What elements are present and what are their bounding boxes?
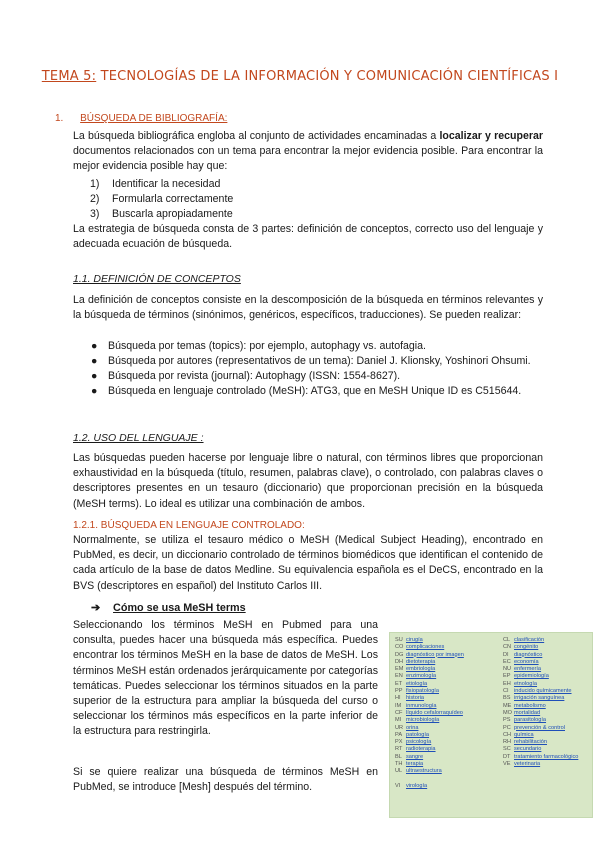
bullet-list <box>91 339 543 399</box>
mesh-code: PP <box>395 688 403 695</box>
mesh-term-link[interactable]: psicología <box>406 739 432 746</box>
mesh-code: ET <box>395 680 403 687</box>
list-item <box>91 384 543 399</box>
mesh-subheadings-image <box>389 632 593 818</box>
section-1-number: 1. <box>55 113 64 124</box>
mesh-term-link[interactable]: orina <box>406 724 419 731</box>
section-1-heading <box>55 113 227 124</box>
mesh-term <box>503 666 578 673</box>
mesh-term <box>395 725 464 732</box>
mesh-heading <box>91 601 246 614</box>
list-item <box>90 192 233 207</box>
mesh-term <box>395 768 464 775</box>
mesh-term-link[interactable]: historia <box>406 695 425 702</box>
mesh-term <box>503 644 578 651</box>
bullet-icon: ● <box>91 340 98 352</box>
mesh-term <box>503 637 578 644</box>
mesh-term <box>503 739 578 746</box>
mesh-code: PC <box>503 724 511 731</box>
mesh-term-link[interactable]: sangre <box>406 753 424 760</box>
mesh-term-link[interactable]: economía <box>514 658 539 665</box>
mesh-term <box>395 644 464 651</box>
mesh-term <box>395 681 464 688</box>
intro-text-c: documentos relacionados con un tema para encontrar la mejor evidencia posible. Para encontrar la mejor evidencia posible hay que: <box>73 145 543 173</box>
mesh-term-link[interactable]: líquido cefalorraquídeo <box>406 709 463 716</box>
mesh-term-link[interactable]: metabolismo <box>514 702 546 709</box>
step-text: Formularla correctamente <box>112 193 234 205</box>
section-1-title: BÚSQUEDA DE BIBLIOGRAFÍA: <box>80 113 228 124</box>
list-item <box>91 339 543 354</box>
mesh-term <box>503 754 578 761</box>
mesh-code: CF <box>395 709 403 716</box>
mesh-term <box>503 732 578 739</box>
mesh-term-link[interactable]: rehabilitación <box>514 739 547 746</box>
mesh-term <box>395 637 464 644</box>
mesh-term <box>503 746 578 753</box>
mesh-code: DG <box>395 651 404 658</box>
mesh-term <box>503 659 578 666</box>
mesh-term <box>395 754 464 761</box>
mesh-code: HI <box>395 695 401 702</box>
mesh-code: DT <box>503 753 511 760</box>
mesh-code: UR <box>395 724 404 731</box>
mesh-term <box>395 673 464 680</box>
mesh-term <box>503 673 578 680</box>
list-item <box>91 354 543 369</box>
mesh-code: SC <box>503 746 511 753</box>
mesh-term <box>395 659 464 666</box>
mesh-term-link[interactable]: mortalidad <box>514 709 541 716</box>
mesh-term <box>395 710 464 717</box>
mesh-term <box>503 681 578 688</box>
arrow-icon: ➔ <box>91 602 101 614</box>
mesh-term-link[interactable]: dietoterapia <box>406 658 436 665</box>
mesh-term-link[interactable]: microbiología <box>406 717 440 724</box>
mesh-code: BS <box>503 695 511 702</box>
page-title <box>0 69 600 84</box>
title-number: TEMA 5: <box>41 69 97 84</box>
mesh-code: PX <box>395 739 403 746</box>
section-1-1-text: La definición de conceptos consiste en la descomposición de la búsqueda en términos relevantes y la búsqueda de términos (sinónimos, genéricos, específicos, traducciones). Se pueden realizar: <box>73 294 543 322</box>
mesh-term <box>503 725 578 732</box>
mesh-term-link[interactable]: etnología <box>514 680 538 687</box>
bullet-icon: ● <box>91 385 98 397</box>
list-item <box>90 177 233 192</box>
mesh-code: EM <box>395 666 404 673</box>
mesh-paragraph-1: Seleccionando los términos MeSH en Pubmed para una consulta, puedes hacer una búsqueda más específica. Puedes encontrar los términos MeSH en la base de datos de MeSH. Los términos MeSH están ordenados jerárquicamente por categorías temáticas. Puedes seleccionar los términos situados en la parte superior de la estructura para ampliar la búsqueda del curso o seleccionar los términos más específicos en la parte inferior de la estructura para restringirla. <box>73 619 378 738</box>
mesh-term-link[interactable]: tratamiento farmacológico <box>514 753 579 760</box>
intro-bold: localizar y recuperar <box>439 130 543 142</box>
list-item <box>90 207 233 222</box>
mesh-term-link[interactable]: terapia <box>406 761 424 768</box>
mesh-code: CH <box>503 731 512 738</box>
mesh-heading-text: Cómo se usa MeSH terms <box>113 602 246 614</box>
mesh-term-link[interactable]: enfermería <box>514 666 542 673</box>
mesh-term <box>503 710 578 717</box>
mesh-paragraph-2: Si se quiere realizar una búsqueda de términos MeSH en PubMed, se introduce [Mesh] después del término. <box>73 766 378 794</box>
mesh-term-link[interactable]: virología <box>406 782 428 789</box>
mesh-term <box>503 688 578 695</box>
section-1-2-1-text: Normalmente, se utiliza el tesauro médico o MeSH (Medical Subject Heading), encontrado en PubMed, es decir, un diccionario controlado de términos biomédicos que identifican el contenido de cada artículo de la base de datos Medline. Su equivalencia española es el DeCS, encontrado en la BVS (descriptores en español) del Instituto Carlos III. <box>73 534 543 592</box>
mesh-term-link[interactable]: etiología <box>406 680 428 687</box>
mesh-term <box>395 732 464 739</box>
step-list <box>90 177 233 222</box>
bullet-text: Búsqueda por revista (journal): Autophagy (ISSN: 1554-8627). <box>108 370 401 382</box>
mesh-code: MO <box>503 709 513 716</box>
mesh-code: EP <box>503 673 511 680</box>
mesh-code: EH <box>503 680 511 687</box>
mesh-code: CO <box>395 644 404 651</box>
mesh-term <box>503 652 578 659</box>
title-text: TECNOLOGÍAS DE LA INFORMACIÓN Y COMUNICACIÓN CIENTÍFICAS I <box>96 69 559 84</box>
mesh-term <box>395 783 464 790</box>
mesh-term <box>503 761 578 768</box>
mesh-term <box>395 761 464 768</box>
section-1-strategy: La estrategia de búsqueda consta de 3 partes: definición de conceptos, correcto uso del lenguaje y adecuada ecuación de búsqueda. <box>73 223 543 251</box>
mesh-code: PA <box>395 731 403 738</box>
mesh-term-link[interactable]: complicaciones <box>406 644 445 651</box>
mesh-code: TH <box>395 761 403 768</box>
mesh-term <box>395 746 464 753</box>
mesh-code: RH <box>503 739 512 746</box>
mesh-term <box>503 695 578 702</box>
mesh-term-link[interactable]: radioterapia <box>406 746 436 753</box>
mesh-term-link[interactable]: epidemiología <box>514 673 549 680</box>
bullet-icon: ● <box>91 355 98 367</box>
mesh-code: DH <box>395 658 404 665</box>
mesh-code: EC <box>503 658 511 665</box>
mesh-term <box>395 776 464 783</box>
mesh-code: CN <box>503 644 512 651</box>
mesh-code: CL <box>503 637 511 643</box>
step-number: 2) <box>90 193 100 205</box>
mesh-code: IM <box>395 702 402 709</box>
mesh-code: VE <box>503 761 511 768</box>
mesh-term <box>503 717 578 724</box>
mesh-code: CI <box>503 688 509 695</box>
mesh-term-link[interactable]: veterinaria <box>514 761 541 768</box>
mesh-term <box>395 688 464 695</box>
mesh-term <box>395 652 464 659</box>
mesh-code: UL <box>395 768 403 775</box>
step-text: Identificar la necesidad <box>112 178 221 190</box>
section-1-1-heading: 1.1. DEFINICIÓN DE CONCEPTOS <box>73 273 241 285</box>
mesh-code: MI <box>395 717 402 724</box>
mesh-code: EN <box>395 673 403 680</box>
step-number: 3) <box>90 208 100 220</box>
mesh-term-link[interactable]: secundario <box>514 746 542 753</box>
mesh-term <box>395 695 464 702</box>
mesh-code: PS <box>503 717 511 724</box>
mesh-term-link[interactable]: embriología <box>406 666 436 673</box>
section-1-2-heading: 1.2. USO DEL LENGUAJE : <box>73 432 204 444</box>
mesh-term <box>395 717 464 724</box>
mesh-term <box>395 739 464 746</box>
list-item <box>91 369 543 384</box>
step-text: Buscarla apropiadamente <box>112 208 233 220</box>
mesh-term-link[interactable]: diagnóstico <box>514 651 543 658</box>
mesh-code: BL <box>395 753 402 760</box>
bullet-text: Búsqueda por temas (topics): por ejemplo, autophagy vs. autofagia. <box>108 340 426 352</box>
mesh-left-column <box>395 637 464 790</box>
mesh-code: ME <box>503 702 512 709</box>
mesh-term-link[interactable]: patología <box>406 731 430 738</box>
mesh-term-link[interactable]: enzimología <box>406 673 437 680</box>
mesh-code: SU <box>395 637 403 643</box>
step-number: 1) <box>90 178 100 190</box>
mesh-term-link[interactable]: prevención & control <box>514 724 565 731</box>
mesh-right-column <box>503 637 578 768</box>
mesh-term-link[interactable]: diagnóstico por imagen <box>406 651 464 658</box>
section-1-intro <box>73 129 543 175</box>
mesh-code: NU <box>503 666 512 673</box>
bullet-text: Búsqueda por autores (representativos de un tema): Daniel J. Klionsky, Yoshinori Ohsumi. <box>108 355 531 367</box>
mesh-term-link[interactable]: inducido químicamente <box>514 688 572 695</box>
mesh-term-link[interactable]: irrigación sanguínea <box>514 695 565 702</box>
mesh-code: DI <box>503 651 509 658</box>
mesh-term <box>503 703 578 710</box>
mesh-term-link[interactable]: química <box>514 731 534 738</box>
bullet-icon: ● <box>91 370 98 382</box>
mesh-term-link[interactable]: ultraestructura <box>406 768 442 775</box>
mesh-term-link[interactable]: cirugía <box>406 637 423 643</box>
bullet-text: Búsqueda en lenguaje controlado (MeSH): ATG3, que en MeSH Unique ID es C515644. <box>108 385 522 397</box>
section-1-2-1-heading: 1.2.1. BÚSQUEDA EN LENGUAJE CONTROLADO: <box>73 520 305 531</box>
intro-text-a: La búsqueda bibliográfica engloba al conjunto de actividades encaminadas a <box>73 130 440 142</box>
mesh-term-link[interactable]: congénito <box>514 644 539 651</box>
mesh-code: VI <box>395 782 401 789</box>
mesh-term-link[interactable]: fisiopatología <box>406 688 439 695</box>
mesh-term-link[interactable]: clasificación <box>514 637 545 643</box>
mesh-term-link[interactable]: inmunología <box>406 702 437 709</box>
mesh-code: RT <box>395 746 403 753</box>
mesh-term <box>395 666 464 673</box>
section-1-2-text: Las búsquedas pueden hacerse por lenguaje libre o natural, con términos libres que proporcionan exhaustividad en la búsqueda (título, resumen, palabras clave), o controlado, con palabras claves o descriptores presentes en un tesauro (diccionario) que proporcionan precisión en la búsqueda (MeSH terms). Lo ideal es utilizar una combinación de ambos. <box>73 452 543 510</box>
mesh-term-link[interactable]: parasitología <box>514 717 547 724</box>
mesh-term <box>395 703 464 710</box>
